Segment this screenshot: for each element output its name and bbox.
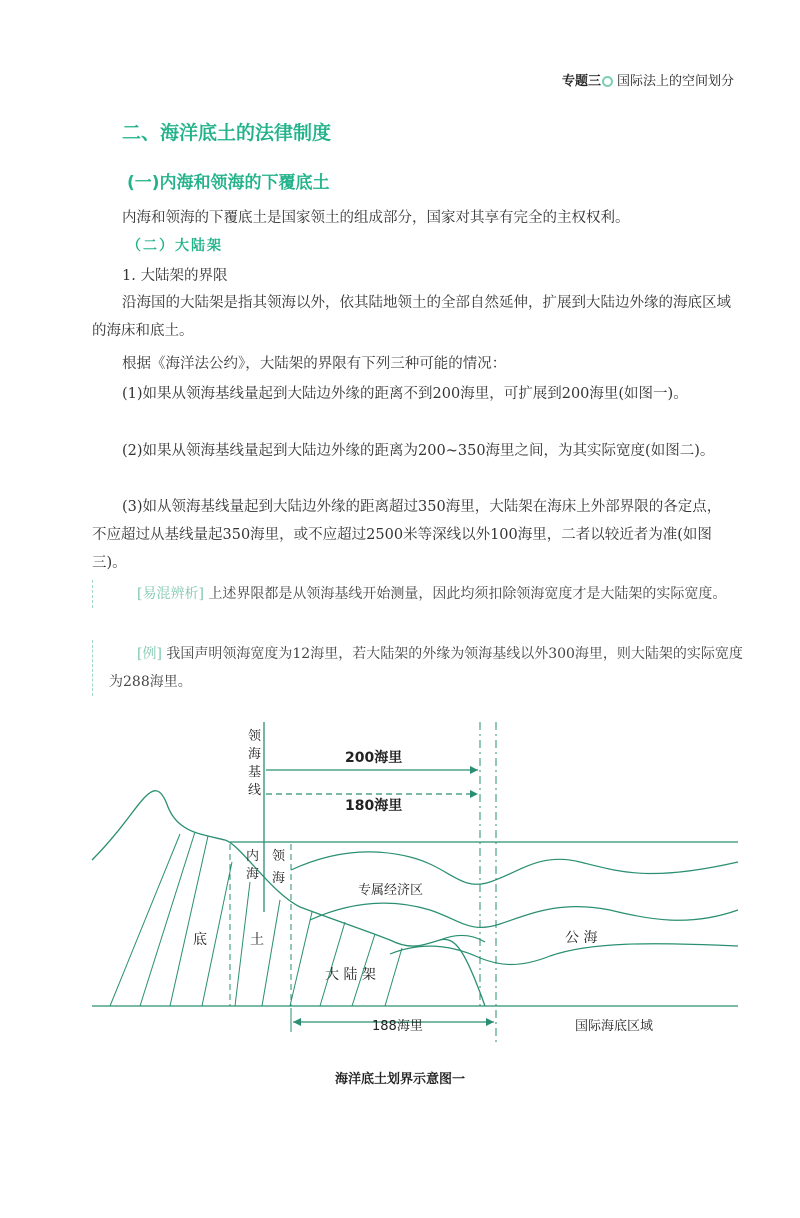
territorial-sea-char-1: 领 bbox=[272, 849, 286, 864]
example-tag: [例] bbox=[137, 646, 162, 662]
high-seas-label: 公 海 bbox=[565, 930, 598, 946]
example-text: 我国声明领海宽度为12海里，若大陆架的外缘为领海基线以外300海里，则大陆架的实际宽度为288海里。 bbox=[109, 646, 743, 690]
baseline-char-1: 领 bbox=[248, 729, 262, 744]
seabed-diagram bbox=[90, 722, 740, 1046]
subsection-title-2: （二）大陆架 bbox=[127, 238, 223, 254]
section-title: 二、海洋底土的法律制度 bbox=[122, 122, 332, 144]
baseline-char-2: 海 bbox=[248, 747, 262, 762]
eez-label: 专属经济区 bbox=[358, 883, 424, 898]
note-text: 上述界限都是从领海基线开始测量，因此均须扣除领海宽度才是大陆架的实际宽度。 bbox=[208, 586, 727, 602]
case-1: (1)如果从领海基线量起到大陆边外缘的距离不到200海里，可扩展到200海里(如图一)。 bbox=[122, 386, 688, 402]
label-180: 180海里 bbox=[345, 798, 403, 814]
intl-seabed-label: 国际海底区域 bbox=[575, 1019, 654, 1034]
case-3: (3)如从领海基线量起到大陆边外缘的距离超过350海里，大陆架在海床上外部界限的各定点，不应超过从基线量起350海里，或不应超过2500米等深线以外100海里，二者以较近者为准(如图三)。 bbox=[92, 499, 722, 571]
diagram-svg bbox=[90, 722, 740, 1042]
seabed-label: 底 bbox=[193, 932, 207, 948]
inner-sea-char-1: 内 bbox=[246, 849, 260, 864]
label-200: 200海里 bbox=[345, 750, 403, 766]
note-tag: [易混辨析] bbox=[137, 586, 204, 602]
note-confusion bbox=[92, 580, 749, 608]
label-188: 188海里 bbox=[372, 1019, 423, 1034]
territorial-sea-char-2: 海 bbox=[272, 871, 286, 886]
diagram-caption: 海洋底土划界示意图一 bbox=[334, 1072, 465, 1087]
subsoil-label: 土 bbox=[250, 932, 264, 948]
paragraph-1: 内海和领海的下覆底土是国家领土的组成部分，国家对其享有完全的主权权利。 bbox=[122, 210, 630, 226]
circle-icon bbox=[602, 76, 613, 87]
subsection-title-1: (一)内海和领海的下覆底土 bbox=[127, 173, 330, 193]
baseline-char-4: 线 bbox=[248, 783, 262, 798]
shelf-label: 大 陆 架 bbox=[325, 967, 376, 983]
inner-sea-char-2: 海 bbox=[246, 867, 260, 882]
item-1-heading: 1. 大陆架的界限 bbox=[122, 268, 228, 284]
chapter-title: 国际法上的空间划分 bbox=[616, 74, 734, 89]
paragraph-3: 根据《海洋法公约》，大陆架的界限有下列三种可能的情况： bbox=[122, 356, 507, 372]
baseline-char-3: 基 bbox=[248, 765, 262, 780]
chapter-label: 专题三 bbox=[561, 74, 601, 89]
case-2: (2)如果从领海基线量起到大陆边外缘的距离为200~350海里之间，为其实际宽度(如图二)。 bbox=[122, 443, 715, 459]
paragraph-2: 沿海国的大陆架是指其领海以外，依其陆地领土的全部自然延伸，扩展到大陆边外缘的海底区域的海床和底土。 bbox=[92, 295, 731, 339]
page-header bbox=[562, 70, 734, 89]
note-example bbox=[92, 640, 749, 696]
